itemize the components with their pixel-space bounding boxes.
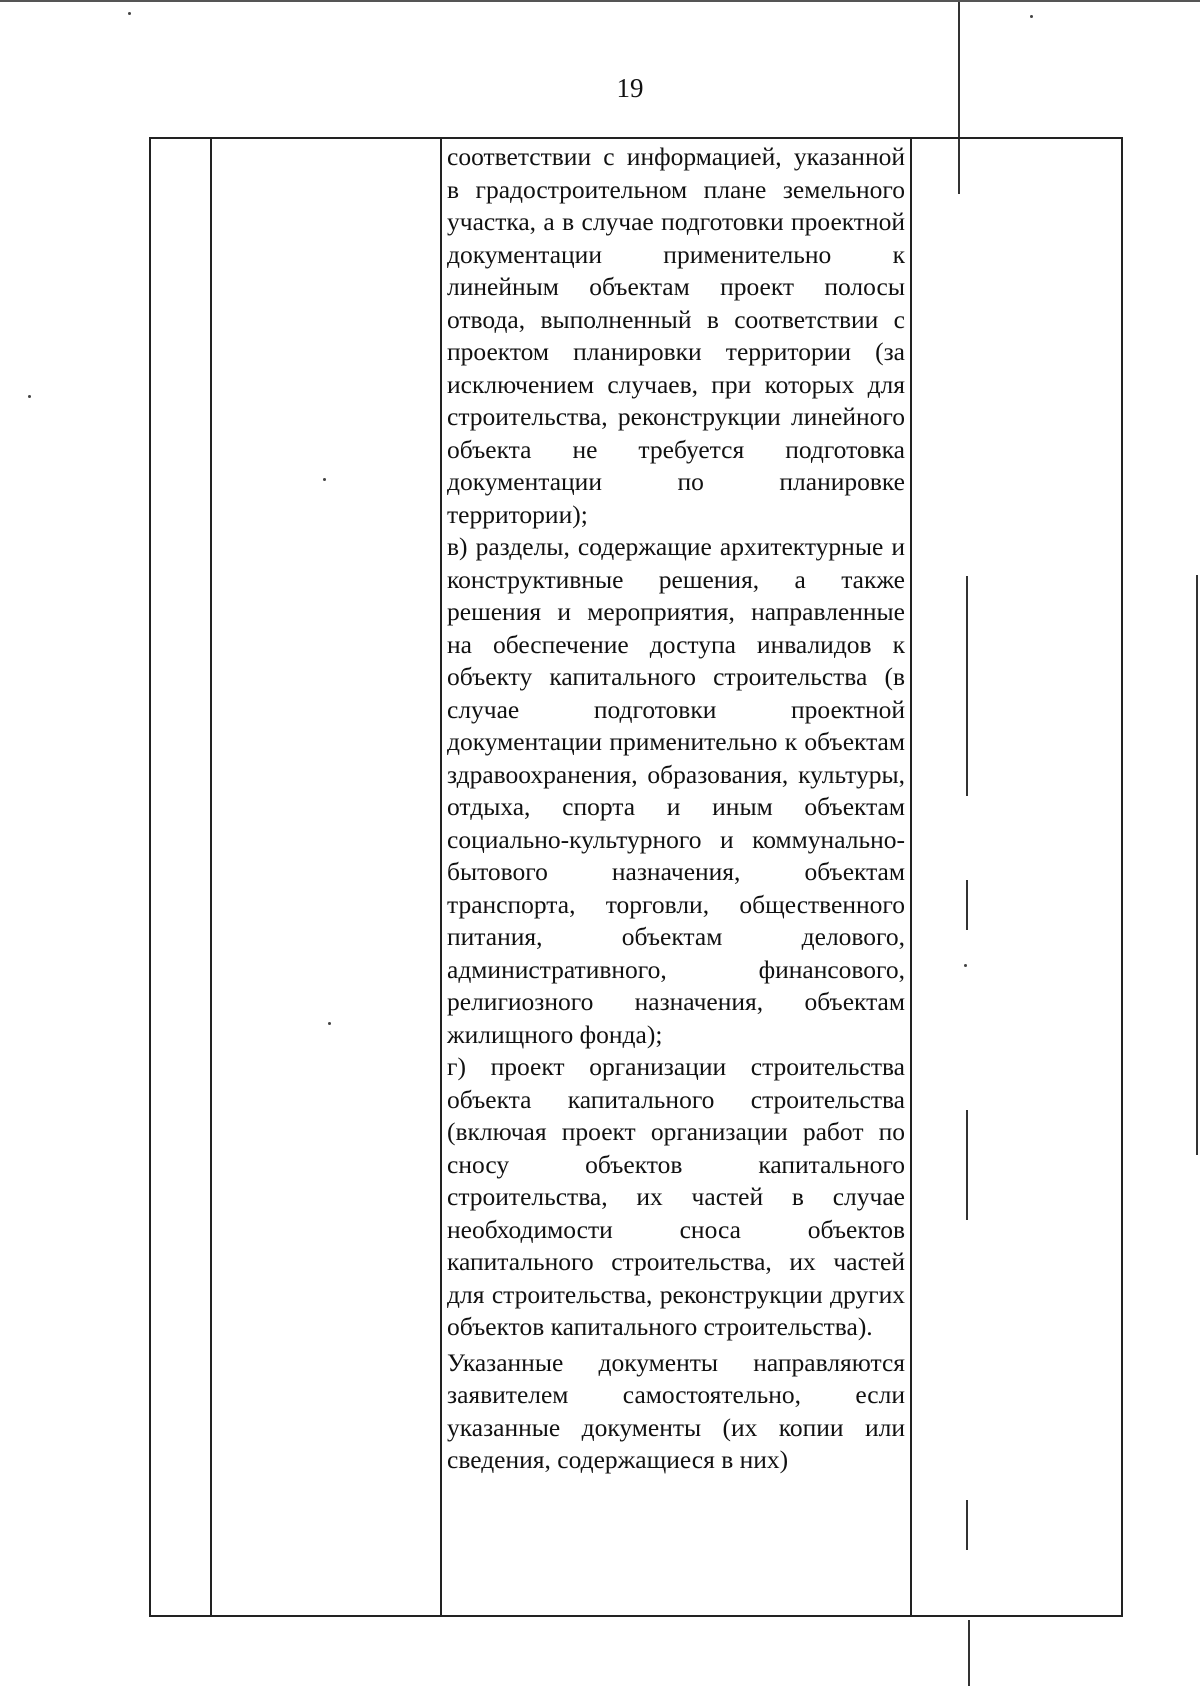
paragraph-note: Указанные документы направляются заявителем самостоятельно, если указанные документы (их копии или сведения, содержащиеся в них) <box>447 1347 905 1474</box>
scan-margin-line <box>1196 575 1198 1155</box>
table-column-divider <box>910 139 912 1615</box>
table-column-divider <box>440 139 442 1615</box>
table-column-divider <box>210 139 212 1615</box>
table-cell-text <box>447 141 905 1477</box>
paragraph-continuation: соответствии с информацией, указанной в градостроительном плане земельного участка, а в случае подготовки проектной документации применительно к линейным объектам проект полосы отвода, выполненный в соответствии с проектом планировки территории (за исключением случаев, при которых для строительства, реконструкции линейного объекта не требуется подготовка документации по планировке территории); <box>447 142 905 529</box>
scan-speck <box>1030 15 1033 18</box>
page-number: 19 <box>616 73 644 103</box>
scan-speck <box>128 12 131 15</box>
document-table <box>149 137 1123 1617</box>
scan-margin-line <box>968 1620 970 1686</box>
scan-top-edge <box>0 0 1200 2</box>
paragraph-item-v: в) разделы, содержащие архитектурные и конструктивные решения, а также решения и мероприятия, направленные на обеспечение доступа инвалидов к объекту капитального строительства (в случае подготовки проектной документации применительно к объектам здравоохранения, образования, культуры, отдыха, спорта и иным объектам социально-культурного и коммунально-бытового назначения, объектам транспорта, торговли, общественного питания, объектам делового, административного, финансового, религиозного назначения, объектам жилищного фонда); <box>447 532 905 1049</box>
scan-speck <box>28 395 31 398</box>
paragraph-item-g: г) проект организации строительства объекта капитального строительства (включая проект организации работ по сносу объектов капитального строительства, их частей в случае необходимости сноса объектов капитального строительства, их частей для строительства, реконструкции других объектов капитального строительства). <box>447 1052 905 1341</box>
